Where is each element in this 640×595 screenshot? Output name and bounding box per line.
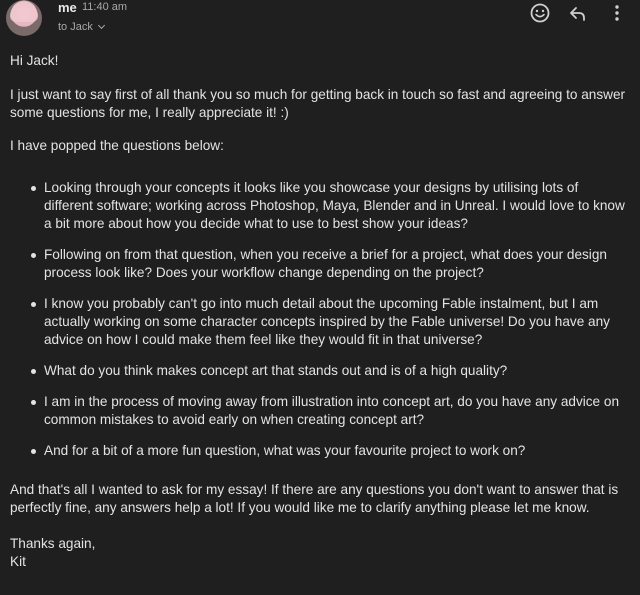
questions-list (10, 179, 632, 460)
recipient-toggle[interactable] (58, 21, 104, 33)
more-vert-icon (606, 2, 628, 24)
message-time: 11:40 am (82, 1, 128, 13)
list-item: I am in the process of moving away from illustration into concept art, do you have any advice on common mistakes to avoid early on when creating concept art? (44, 393, 632, 429)
message-header (0, 0, 640, 42)
list-item: What do you think makes concept art that stands out and is of a high quality? (44, 362, 632, 380)
message-body (10, 52, 632, 571)
list-item: Looking through your concepts it looks like you showcase your designs by utilising lots of different software; working across Photoshop, Maya, Blender and in Unreal. I would love to know a bit more about how you decide what to use to best show your ideas? (44, 179, 632, 233)
emoji-reaction-button[interactable] (529, 2, 551, 24)
greeting: Hi Jack! (10, 53, 59, 68)
reply-icon (567, 2, 589, 24)
emoji-icon (529, 2, 551, 24)
list-item: I know you probably can't go into much detail about the upcoming Fable instalment, but I am actually working on some character concepts inspired by the Fable universe! Do you have any advice on how I could make them feel like they would fit in that universe? (44, 295, 632, 349)
avatar[interactable] (6, 0, 42, 36)
lead-paragraph: I have popped the questions below: (10, 138, 224, 153)
chevron-down-icon (98, 22, 105, 29)
signature: Kit (10, 554, 26, 569)
avatar-hair-shape (10, 2, 38, 22)
intro-paragraph: I just want to say first of all thank you so much for getting back in touch so fast and agreeing to answer some questions for me, I really appreciate it! :) (10, 87, 626, 120)
more-options-button[interactable] (606, 2, 628, 24)
list-item: And for a bit of a more fun question, what was your favourite project to work on? (44, 442, 632, 460)
sender-name: me (58, 0, 77, 15)
outro-paragraph: And that's all I wanted to ask for my essay! If there are any questions you don't want to answer that is perfectly fine, any answers help a lot! If you would like me to clarify anything please let me know. (10, 482, 619, 515)
list-item: Following on from that question, when you receive a brief for a project, what does your design process look like? Does your workflow change depending on the project? (44, 246, 632, 282)
signoff-line: Thanks again, (10, 536, 96, 551)
reply-button[interactable] (567, 2, 589, 24)
recipient-label: to Jack (58, 21, 93, 33)
